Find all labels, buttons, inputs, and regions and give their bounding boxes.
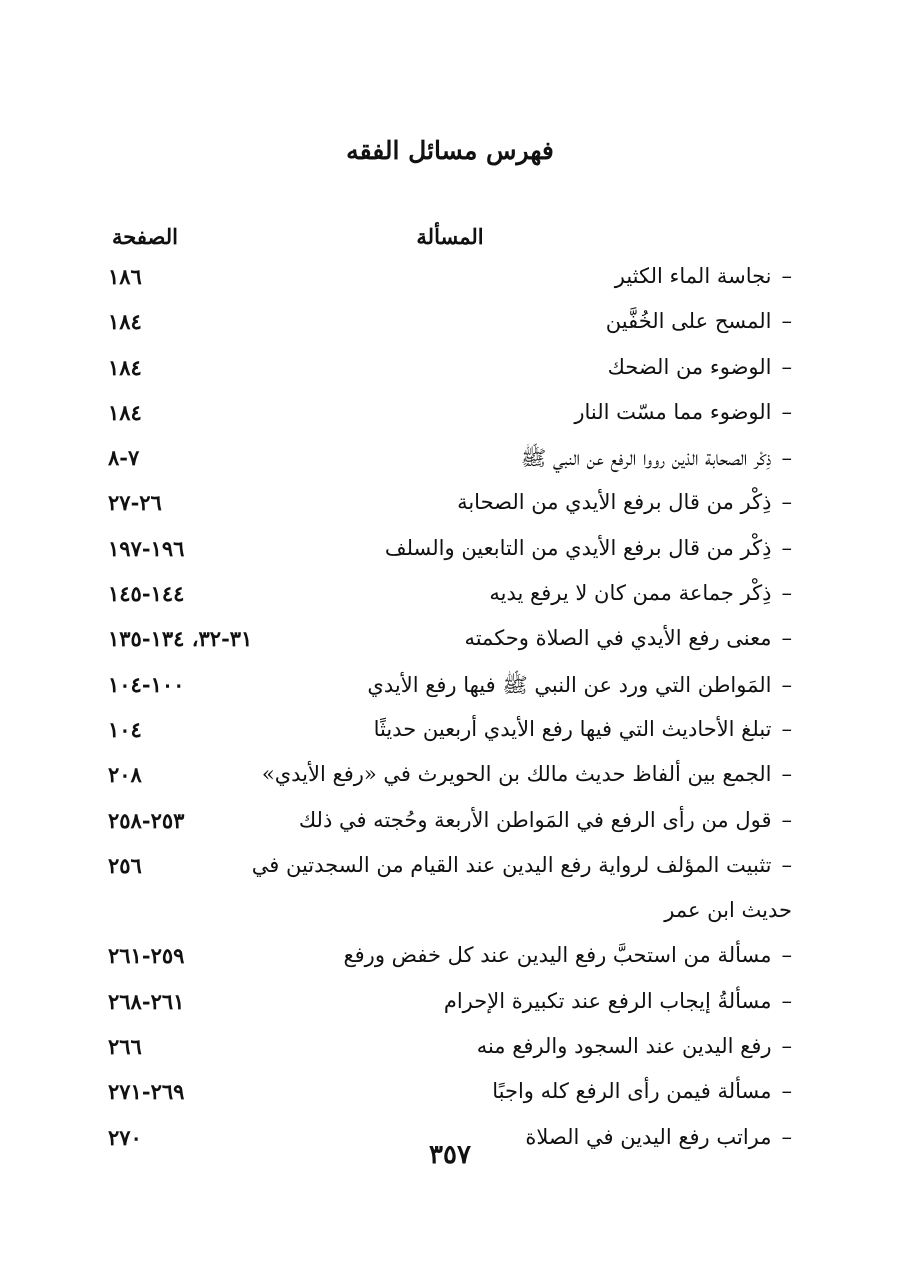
entry-page: ١٨٦: [108, 264, 142, 289]
entry-dash: –: [781, 264, 792, 288]
entry-page: ١٨٤: [108, 354, 142, 380]
page-number: ٣٥٧: [429, 1140, 471, 1170]
entry-dash: –: [781, 762, 792, 787]
entry-dash: –: [781, 1124, 792, 1149]
entry-page: ٧-٨: [108, 445, 140, 471]
index-entry: [0, 711, 900, 756]
index-entry: [0, 303, 900, 348]
entry-topic: [444, 989, 792, 1013]
index-entry: [0, 394, 900, 439]
entry-dash: –: [781, 1034, 792, 1059]
entry-topic: [477, 1034, 792, 1058]
entry-page: ٣١-٣٢، ١٣٤-١٣٥: [108, 626, 253, 652]
entry-topic-text: مراتب رفع اليدين في الصلاة: [525, 1124, 772, 1149]
entry-topic-text: الوضوء مما مسّت النار: [574, 399, 772, 424]
entry-page: ١٨٤: [108, 309, 142, 335]
index-entry: [0, 530, 900, 575]
entry-dash: –: [781, 535, 792, 560]
entry-dash: –: [781, 354, 792, 379]
entry-topic-text: الوضوء من الضحك: [607, 354, 772, 379]
entry-topic-text: مسألة فيمن رأى الرفع كله واجبًا: [492, 1079, 772, 1104]
entry-page: ٢٧٠: [108, 1124, 142, 1150]
entry-topic-text: ذِكْر من قال برفع الأيدي من التابعين والسلف: [384, 535, 772, 560]
index-entry: [0, 484, 900, 529]
entry-dash: –: [781, 943, 792, 968]
entry-topic-text: تثبيت المؤلف لرواية رفع اليدين عند القيام من السجدتين في: [251, 852, 772, 877]
entry-topic-text: ذِكْر من قال برفع الأيدي من الصحابة: [457, 490, 772, 515]
entry-topic: [492, 1079, 792, 1103]
entry-topic-text: المَواطن التي ورد عن النبي ﷺ فيها رفع الأيدي: [367, 672, 772, 697]
entry-page: ٢٥٦: [108, 852, 142, 878]
entry-page: ١٠٠-١٠٤: [108, 671, 185, 697]
index-entry: [0, 258, 900, 303]
entry-topic: [343, 943, 792, 967]
index-entry: [0, 620, 900, 665]
entry-dash: –: [781, 1079, 792, 1104]
index-entry: [0, 802, 900, 847]
topic-column-header: المسألة: [416, 224, 484, 249]
entry-topic-text: تبلغ الأحاديث التي فيها رفع الأيدي أربعين حديثًا: [373, 716, 772, 741]
index-entry: [0, 439, 900, 484]
entry-topic-text: ذِكْر الصحابة الذين رووا الرفع عن النبي ﷺ: [520, 446, 772, 471]
page-title: فهرس مسائل الفقه: [346, 136, 554, 165]
entry-dash: –: [781, 716, 792, 741]
entry-topic: [489, 581, 792, 605]
entry-topic-text: معنى رفع الأيدي في الصلاة وحكمته: [464, 626, 772, 651]
entry-page: ١٨٤: [108, 399, 142, 425]
entry-page: ١٤٤-١٤٥: [108, 581, 185, 607]
index-entry: [0, 575, 900, 620]
entry-page: ١٩٦-١٩٧: [108, 535, 185, 561]
entry-topic-text: نجاسة الماء الكثير: [614, 264, 772, 288]
entry-topic-text: المسح على الخُفَّين: [605, 309, 772, 334]
entry-topic-text: قول من رأى الرفع في المَواطن الأربعة وحُجته في ذلك: [298, 807, 772, 832]
entry-dash: –: [781, 672, 792, 697]
entry-topic-text: ذِكْر جماعة ممن كان لا يرفع يديه: [489, 581, 772, 606]
index-list: [0, 258, 900, 1164]
entry-page: ٢٦٦: [108, 1034, 142, 1060]
entry-topic: [464, 626, 792, 650]
entry-page: ٢٦١-٢٦٨: [108, 988, 185, 1014]
index-entry: [0, 349, 900, 394]
entry-topic: [252, 853, 792, 877]
entry-page: ١٠٤: [108, 716, 142, 742]
index-entry: [0, 983, 900, 1028]
entry-topic: [615, 264, 792, 288]
entry-dash: –: [781, 581, 792, 606]
index-entry: [0, 847, 900, 892]
entry-topic: [385, 536, 792, 560]
entry-dash: –: [781, 309, 792, 334]
index-entry: [0, 666, 900, 711]
entry-topic-text: حديث ابن عمر: [664, 898, 792, 923]
entry-page: ٢٦-٢٧: [108, 490, 162, 516]
index-entry: [0, 892, 900, 937]
entry-topic: [457, 490, 792, 514]
entry-topic: [574, 400, 792, 424]
entry-dash: –: [781, 852, 792, 877]
entry-topic: [608, 355, 792, 379]
entry-topic: [664, 898, 792, 922]
entry-topic-text: الجمع بين ألفاظ حديث مالك بن الحويرث في «رفع الأيدي»: [261, 762, 772, 787]
index-entry: [0, 1028, 900, 1073]
page-column-header: الصفحة: [112, 224, 178, 249]
entry-topic: [299, 808, 792, 832]
entry-dash: –: [781, 807, 792, 832]
entry-page: ٢٥٩-٢٦١: [108, 943, 185, 969]
entry-topic-text: مسألةُ إيجاب الرفع عند تكبيرة الإحرام: [443, 988, 772, 1013]
index-entry: [0, 756, 900, 801]
entry-page: ٢٠٨: [108, 762, 142, 788]
index-entry: [0, 1073, 900, 1118]
entry-topic: [521, 445, 792, 476]
entry-topic: [367, 672, 792, 703]
entry-topic-text: مسألة من استحبَّ رفع اليدين عند كل خفض ورفع: [343, 943, 772, 968]
entry-topic: [374, 717, 792, 741]
entry-topic-text: رفع اليدين عند السجود والرفع منه: [476, 1034, 772, 1059]
entry-page: ٢٥٣-٢٥٨: [108, 807, 185, 833]
entry-topic: [606, 309, 792, 333]
index-entry: [0, 937, 900, 982]
entry-topic: [262, 762, 792, 786]
entry-page: ٢٦٩-٢٧١: [108, 1079, 185, 1105]
entry-dash: –: [781, 446, 792, 471]
entry-dash: –: [781, 490, 792, 515]
entry-dash: –: [781, 988, 792, 1013]
entry-dash: –: [781, 626, 792, 651]
entry-dash: –: [781, 399, 792, 424]
